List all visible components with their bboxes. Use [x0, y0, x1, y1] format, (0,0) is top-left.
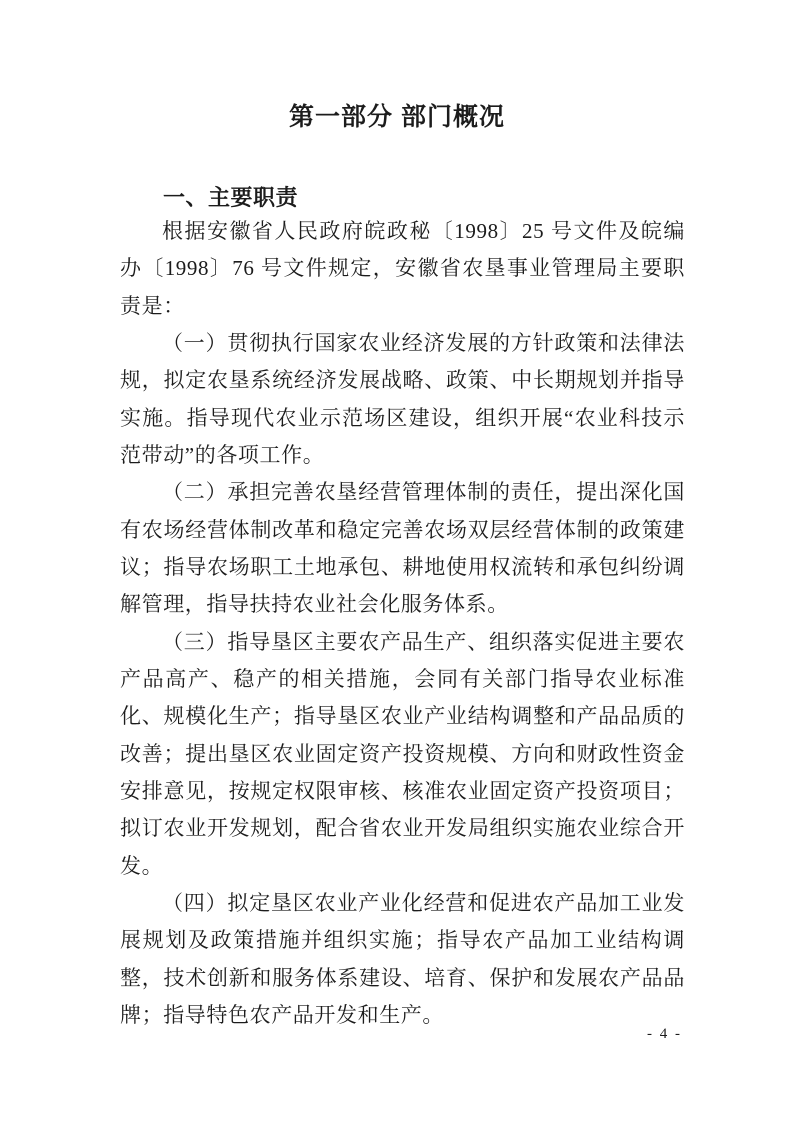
document-body — [120, 213, 685, 1034]
section-heading-main-duties: 一、主要职责 — [163, 185, 299, 210]
paragraph-legal-basis: 根据安徽省人民政府皖政秘〔1998〕25 号文件及皖编办〔1998〕76 号文件规定，安徽省农垦事业管理局主要职责是： — [120, 219, 685, 318]
paragraph-duty-1: （一）贯彻执行国家农业经济发展的方针政策和法律法规，拟定农垦系统经济发展战略、政策、中长期规划并指导实施。指导现代农业示范场区建设，组织开展“农业科技示范带动”的各项工作。 — [120, 330, 685, 467]
paragraph-duty-3: （三）指导垦区主要农产品生产、组织落实促进主要农产品高产、稳产的相关措施，会同有关部门指导农业标准化、规模化生产；指导垦区农业产业结构调整和产品品质的改善；提出垦区农业固定资产投资规模、方向和财政性资金安排意见，按规定权限审核、核准农业固定资产投资项目；拟订农业开发规划，配合省农业开发局组织实施农业综合开发。 — [120, 629, 685, 878]
paragraph-duty-4: （四）拟定垦区农业产业化经营和促进农产品加工业发展规划及政策措施并组织实施；指导农产品加工业结构调整，技术创新和服务体系建设、培育、保护和发展农产品品牌；指导特色农产品开发和生产。 — [120, 890, 685, 1027]
page-number: - 4 - — [647, 1026, 682, 1042]
paragraph-duty-2: （二）承担完善农垦经营管理体制的责任，提出深化国有农场经营体制改革和稳定完善农场双层经营体制的政策建议；指导农场职工土地承包、耕地使用权流转和承包纠纷调解管理，指导扶持农业社会化服务体系。 — [120, 480, 685, 617]
document-title: 第一部分 部门概况 — [289, 103, 505, 131]
